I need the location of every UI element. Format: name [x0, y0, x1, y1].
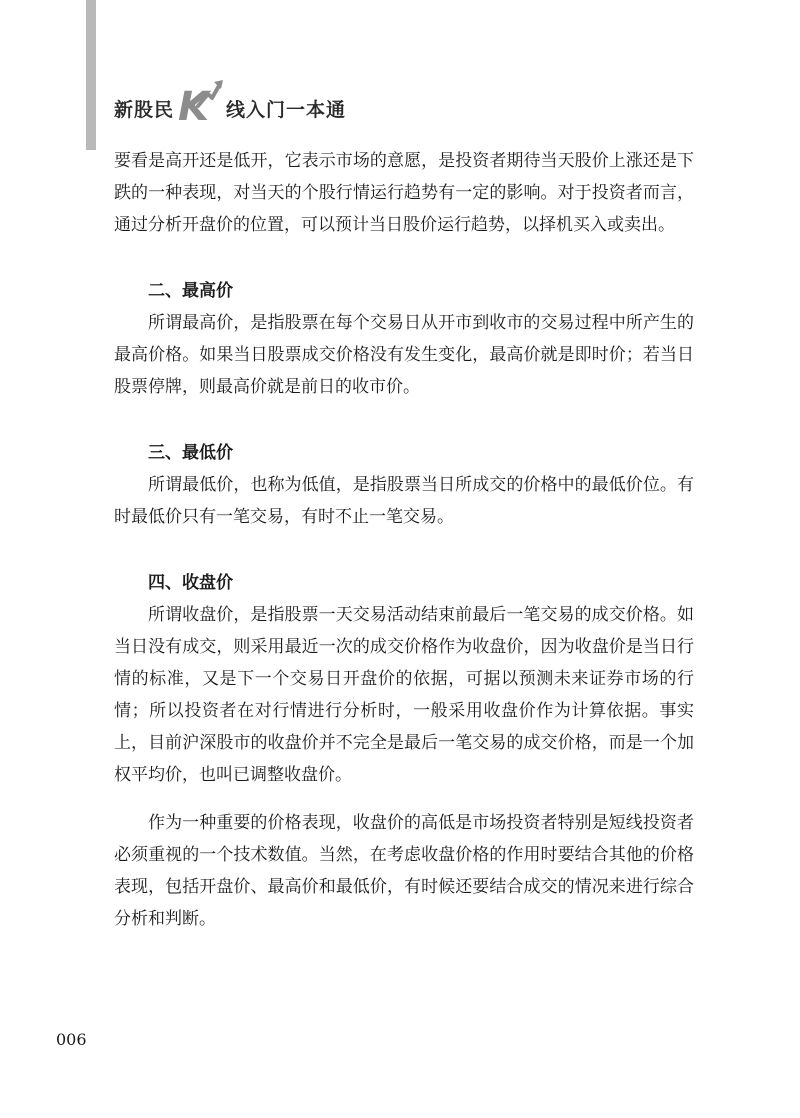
running-header: [114, 76, 346, 124]
lowest-price-paragraph: 所谓最低价，也称为低值，是指股票当日所成交的价格中的最低价位。有时最低价只有一笔交易，有时不止一笔交易。: [114, 475, 694, 527]
page-body: [114, 145, 694, 935]
header-title-part2: 线入门一本通: [226, 99, 347, 121]
closing-price-paragraph-1: 所谓收盘价，是指股票一天交易活动结束前最后一笔交易的成交价格。如当日没有成交，则采用最近一次的成交价格作为收盘价，因为收盘价是当日行情的标准，又是下一个交易日开盘价的依据，可据以预测未来证券市场的行情；所以投资者在对行情进行分析时，一般采用收盘价作为计算依据。事实上，目前沪深股市的收盘价并不完全是最后一笔交易的成交价格，而是一个加权平均价，也叫已调整收盘价。: [114, 605, 694, 785]
header-title-part1: 新股民: [114, 99, 175, 121]
closing-price-paragraph-2: 作为一种重要的价格表现，收盘价的高低是市场投资者特别是短线投资者必须重视的一个技术数值。当然，在考虑收盘价格的作用时要结合其他的价格表现，包括开盘价、最高价和最低价，有时候还要结合成交的情况来进行综合分析和判断。: [114, 813, 694, 929]
section-heading-highest-price: 二、最高价: [148, 281, 233, 301]
section-spacer: [114, 533, 694, 567]
section-spacer: [114, 403, 694, 437]
section-heading-lowest-price: 三、最低价: [148, 443, 233, 463]
section-spacer: [114, 241, 694, 275]
paragraph-spacer: [114, 791, 694, 807]
page-number: 006: [56, 1030, 87, 1049]
section-heading-closing-price: 四、收盘价: [148, 573, 233, 593]
intro-paragraph: 要看是高开还是低开，它表示市场的意愿，是投资者期待当天股价上涨还是下跌的一种表现，对当天的个股行情运行趋势有一定的影响。对于投资者而言，通过分析开盘价的位置，可以预计当日股价运行趋势，以择机买入或卖出。: [114, 151, 694, 235]
k-arrow-logo-icon: [178, 76, 224, 124]
logo-letter: K: [178, 84, 211, 124]
highest-price-paragraph: 所谓最高价，是指股票在每个交易日从开市到收市的交易过程中所产生的最高价格。如果当日股票成交价格没有发生变化，最高价就是即时价；若当日股票停牌，则最高价就是前日的收市价。: [114, 313, 694, 397]
header-side-bar: [86, 0, 96, 150]
